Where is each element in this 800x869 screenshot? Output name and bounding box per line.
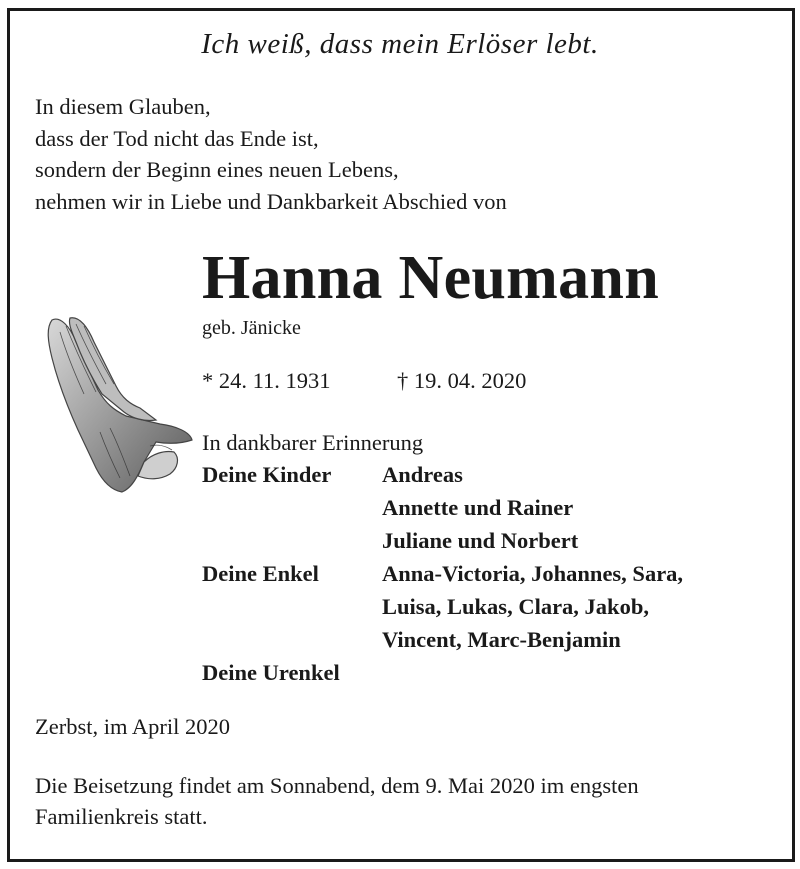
- intro-line: dass der Tod nicht das Ende ist,: [35, 125, 319, 151]
- born-name: geb. Jänicke: [202, 317, 301, 339]
- children-label: Deine Kinder: [202, 462, 332, 487]
- funeral-line: Die Beisetzung findet am Sonnabend, dem 9. Mai 2020 im engsten: [35, 773, 639, 798]
- children-line: Annette und Rainer: [382, 495, 574, 520]
- children-line: Juliane und Norbert: [382, 528, 579, 553]
- intro-line: nehmen wir in Liebe und Dankbarkeit Abschied von: [35, 188, 507, 214]
- funeral-info: [35, 770, 639, 832]
- intro-line: In diesem Glauben,: [35, 94, 211, 119]
- grandchildren-line: Anna-Victoria, Johannes, Sara,: [382, 561, 684, 586]
- intro-text: [35, 91, 507, 217]
- grandchildren-line: Vincent, Marc-Benjamin: [382, 627, 621, 652]
- praying-hands-icon: [40, 312, 195, 497]
- children-line: Andreas: [382, 462, 463, 487]
- motto: Ich weiß, dass mein Erlöser lebt.: [201, 28, 599, 60]
- intro-line: sondern der Beginn eines neuen Lebens,: [35, 157, 399, 182]
- death-date: † 19. 04. 2020: [397, 368, 527, 393]
- funeral-line: Familienkreis statt.: [35, 804, 208, 829]
- great-grandchildren-label: Deine Urenkel: [202, 660, 340, 685]
- life-dates: [202, 368, 527, 394]
- birth-date: * 24. 11. 1931: [202, 368, 331, 393]
- grandchildren-line: Luisa, Lukas, Clara, Jakob,: [382, 594, 649, 619]
- memory-line: In dankbarer Erinnerung: [202, 430, 424, 455]
- place-date: Zerbst, im April 2020: [35, 714, 230, 739]
- deceased-name: Hanna Neumann: [202, 244, 659, 312]
- grandchildren-label: Deine Enkel: [202, 561, 319, 586]
